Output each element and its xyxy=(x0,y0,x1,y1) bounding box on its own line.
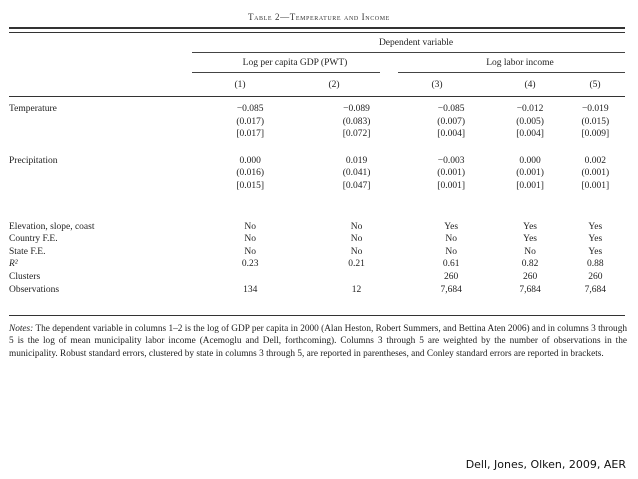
cell: Yes xyxy=(588,246,603,257)
table-row xyxy=(9,155,625,168)
row-label xyxy=(9,116,187,129)
cell: [0.001] xyxy=(581,180,610,191)
cell: No xyxy=(244,246,256,257)
cell: 260 xyxy=(588,271,603,282)
cell: No xyxy=(244,234,256,245)
table-row xyxy=(9,221,625,234)
group-rule-gdp xyxy=(192,72,380,73)
cell: 0.23 xyxy=(241,259,259,270)
cell: 0.002 xyxy=(584,155,606,166)
cell: No xyxy=(350,234,363,245)
cell: −0.085 xyxy=(236,104,264,114)
cell: [0.017] xyxy=(236,129,265,140)
cell: 0.000 xyxy=(239,155,261,166)
cell: [0.001] xyxy=(437,180,465,191)
table-row xyxy=(9,258,625,271)
group-rule-labor xyxy=(398,72,625,73)
cell: Yes xyxy=(444,221,459,232)
cell: (0.017) xyxy=(236,116,265,127)
cell: No xyxy=(244,221,256,232)
row-label: Observations xyxy=(9,284,60,295)
top-rule xyxy=(9,27,625,29)
cell: 7,684 xyxy=(440,284,462,295)
dependent-variable-rule xyxy=(192,52,625,53)
cell: [0.001] xyxy=(516,180,544,191)
cell: (0.016) xyxy=(236,168,265,179)
table-row xyxy=(9,116,625,129)
cell: −0.012 xyxy=(516,104,544,114)
cell: [0.047] xyxy=(342,180,371,191)
cell: −0.085 xyxy=(437,104,465,114)
col-number-1: (1) xyxy=(234,80,246,90)
row-label xyxy=(9,128,187,141)
header-bottom-rule xyxy=(9,96,625,97)
regression-table xyxy=(9,103,625,296)
cell: 260 xyxy=(522,271,538,282)
row-label: Country F.E. xyxy=(9,234,58,245)
cell: (0.001) xyxy=(437,168,465,179)
cell: (0.001) xyxy=(581,168,610,179)
dependent-variable-header: Dependent variable xyxy=(378,38,454,48)
cell: [0.009] xyxy=(581,129,610,140)
cell: 0.000 xyxy=(519,155,541,166)
cell: 0.61 xyxy=(442,259,460,270)
cell: Yes xyxy=(523,221,537,232)
cell: (0.007) xyxy=(437,116,465,127)
col-number-2: (2) xyxy=(328,80,340,90)
cell: No xyxy=(445,234,457,245)
cell: No xyxy=(445,246,457,257)
notes-text: The dependent variable in columns 1–2 is the log of GDP per capita in 2000 (Alan Heston, Robert Summers, and Bettina Aten 2006) and in columns 3 through 5 is the log of mean municipality labor income (Acemoglu and Dell, forthcoming). Columns 3 through 5 are weighted by the number of observations in the municipality. Robust standard errors, clustered by state in columns 3 through 5, are reported in parentheses, and Conley standard errors are reported in brackets. xyxy=(9,324,628,359)
table-row xyxy=(9,103,625,116)
cell: (0.005) xyxy=(516,116,544,127)
table-title: Table 2—Temperature and Income xyxy=(248,12,390,22)
cell: 260 xyxy=(444,271,459,282)
row-label: Clusters xyxy=(9,271,41,282)
cell: No xyxy=(350,246,363,257)
cell: [0.015] xyxy=(236,180,265,191)
row-label: Temperature xyxy=(9,104,57,114)
cell: −0.019 xyxy=(581,104,609,114)
table-row xyxy=(9,167,625,180)
row-label: Precipitation xyxy=(9,155,58,166)
cell: (0.083) xyxy=(342,116,371,127)
cell: Yes xyxy=(588,234,603,245)
cell: 0.88 xyxy=(587,259,604,270)
cell: 12 xyxy=(351,284,362,295)
col-number-5: (5) xyxy=(589,80,601,90)
table-row xyxy=(9,180,625,193)
group-header-labor: Log labor income xyxy=(486,58,554,68)
cell xyxy=(305,271,407,284)
table-notes xyxy=(9,323,627,360)
col-number-3: (3) xyxy=(431,80,443,90)
cell: −0.003 xyxy=(437,155,465,166)
table-row xyxy=(9,271,625,284)
row-spacer xyxy=(9,207,625,221)
cell: [0.004] xyxy=(516,129,544,140)
cell: Yes xyxy=(588,221,603,232)
table-row xyxy=(9,233,625,246)
cell: (0.015) xyxy=(581,116,610,127)
cell: (0.001) xyxy=(516,168,544,179)
table-row xyxy=(9,128,625,141)
cell: 134 xyxy=(243,284,258,295)
row-label: Elevation, slope, coast xyxy=(9,221,95,232)
cell: No xyxy=(350,221,363,232)
row-label: R² xyxy=(9,259,18,270)
citation-credit: Dell, Jones, Olken, 2009, AER xyxy=(465,458,626,471)
table-bottom-rule xyxy=(9,315,625,316)
row-label xyxy=(9,180,187,193)
cell: (0.041) xyxy=(342,168,371,179)
group-header-gdp: Log per capita GDP (PWT) xyxy=(242,58,348,68)
row-spacer xyxy=(9,141,625,155)
cell xyxy=(187,271,305,284)
cell: 0.82 xyxy=(521,259,539,270)
cell: 7,684 xyxy=(519,284,541,295)
cell: 7,684 xyxy=(584,284,606,295)
cell: [0.004] xyxy=(437,129,465,140)
cell: [0.072] xyxy=(342,129,371,140)
table-row xyxy=(9,284,625,297)
cell: Yes xyxy=(523,234,537,245)
notes-label: Notes: xyxy=(9,324,34,334)
col-number-4: (4) xyxy=(524,80,536,90)
row-label: State F.E. xyxy=(9,246,46,257)
cell: 0.019 xyxy=(345,155,368,166)
table-row xyxy=(9,246,625,259)
top-rule-thin xyxy=(9,32,625,33)
row-spacer xyxy=(9,193,625,207)
cell: −0.089 xyxy=(343,104,370,114)
cell: 0.21 xyxy=(348,259,365,270)
cell: No xyxy=(524,246,536,257)
row-label xyxy=(9,167,187,180)
